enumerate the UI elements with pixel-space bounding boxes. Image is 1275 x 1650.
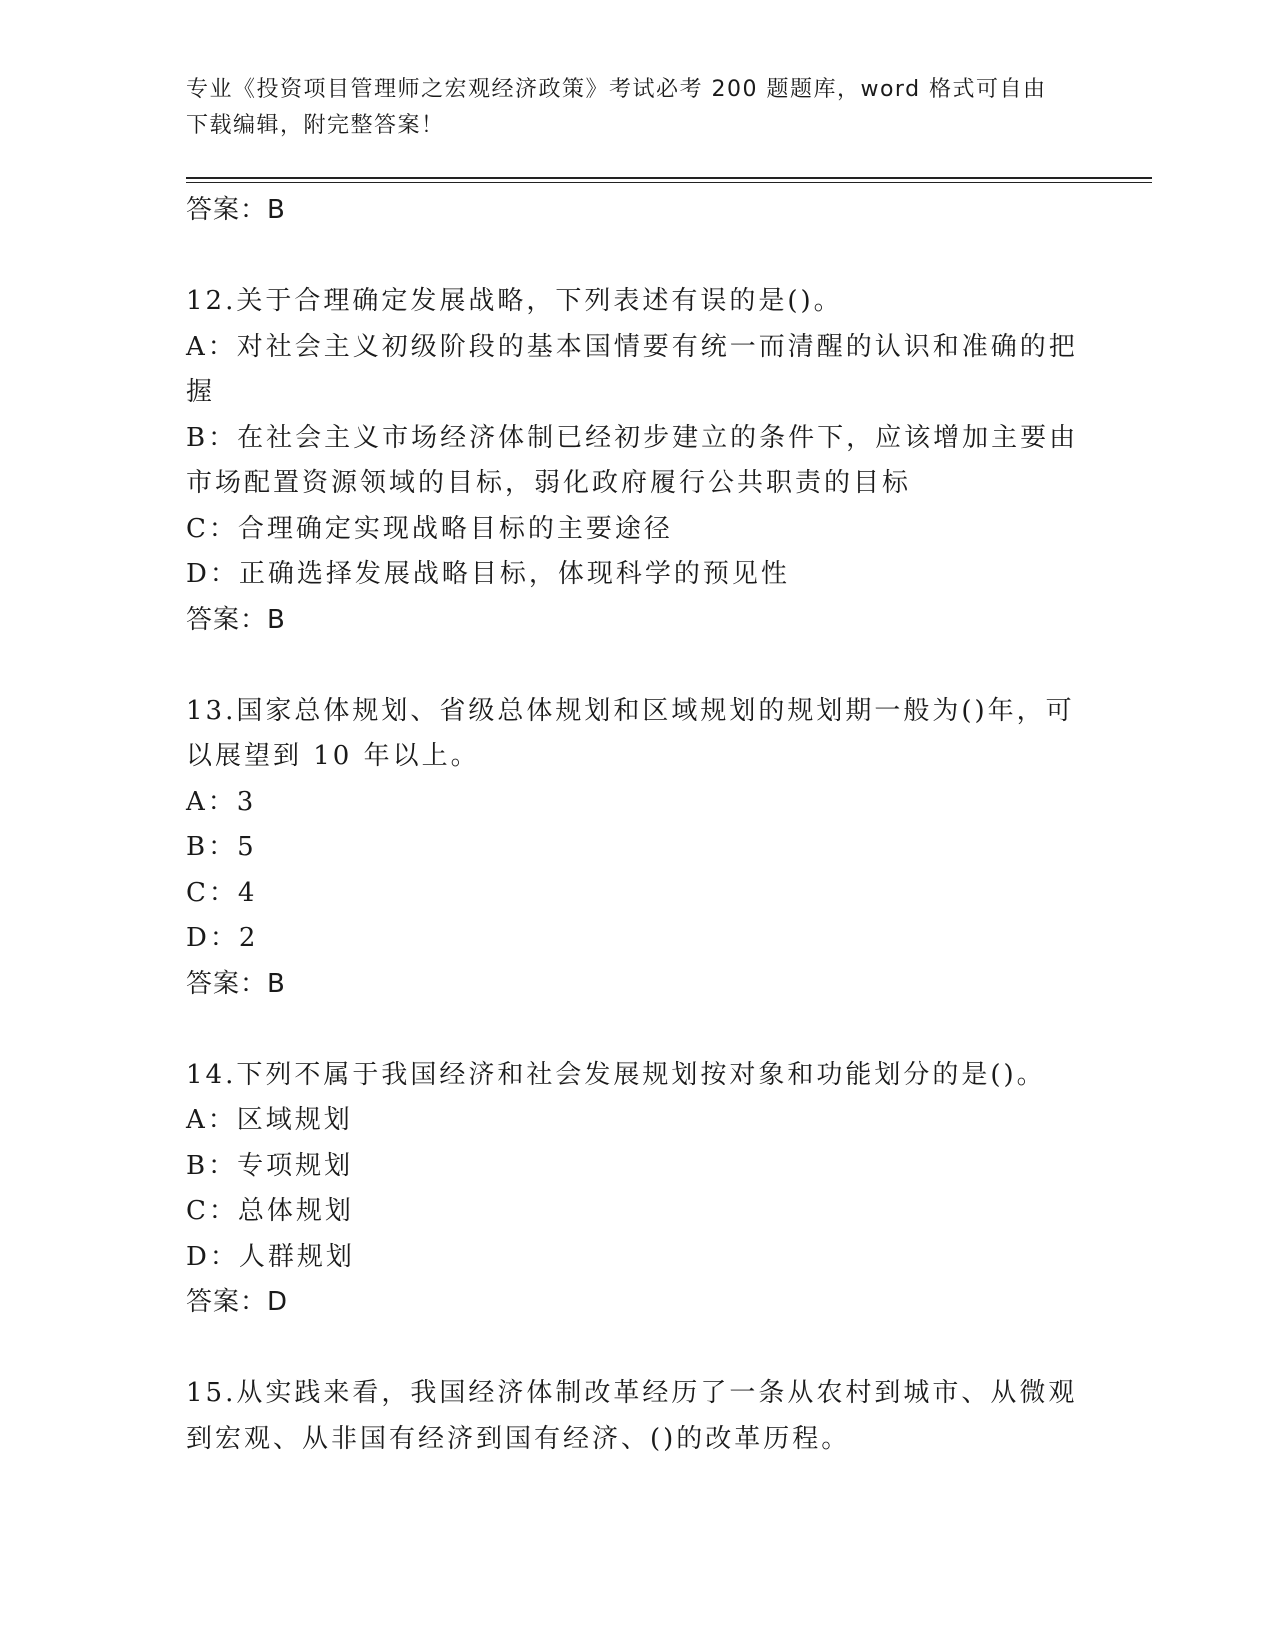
answer-line: 答案：B (186, 195, 286, 225)
option-c: C：合理确定实现战略目标的主要途径 (186, 513, 673, 544)
option-d: D：2 (186, 923, 259, 953)
question-stem: 13.国家总体规划、省级总体规划和区域规划的规划期一般为()年，可 (186, 695, 1075, 726)
question-stem: 14.下列不属于我国经济和社会发展规划按对象和功能划分的是()。 (186, 1059, 1046, 1090)
spacer (186, 1326, 1086, 1372)
option-a-continued: 握 (186, 377, 216, 407)
page-header (186, 72, 1066, 144)
option-b-continued: 市场配置资源领域的目标，弱化政府履行公共职责的目标 (186, 468, 912, 498)
spacer (186, 643, 1086, 689)
answer-line: 答案：B (186, 604, 286, 635)
header-divider-thick (186, 177, 1152, 179)
option-c: C：总体规划 (186, 1196, 354, 1226)
question-content (186, 188, 1086, 1462)
option-b: B：在社会主义市场经济体制已经初步建立的条件下，应该增加主要由 (186, 422, 1079, 453)
option-a: A：对社会主义初级阶段的基本国情要有统一而清醒的认识和准确的把 (186, 331, 1078, 362)
spacer (186, 1007, 1086, 1053)
answer-line: 答案：B (186, 968, 286, 999)
question-stem: 12.关于合理确定发展战略，下列表述有误的是()。 (186, 286, 843, 316)
spacer (186, 234, 1086, 280)
option-a: A：区域规划 (186, 1105, 353, 1135)
question-12 (186, 279, 1086, 643)
option-b: B：5 (186, 832, 257, 862)
question-stem-continued: 以展望到 10 年以上。 (186, 741, 480, 771)
question-14 (186, 1053, 1086, 1326)
question-stem-continued: 到宏观、从非国有经济到国有经济、()的改革历程。 (186, 1423, 851, 1454)
option-a: A：3 (186, 786, 257, 817)
question-15 (186, 1371, 1086, 1462)
option-c: C：4 (186, 877, 258, 908)
option-d: D：正确选择发展战略目标，体现科学的预见性 (186, 559, 790, 589)
answer-line: 答案：D (186, 1287, 289, 1317)
option-d: D：人群规划 (186, 1241, 355, 1272)
header-line-2: 下载编辑，附完整答案！ (186, 113, 445, 138)
question-13 (186, 689, 1086, 1008)
header-divider-thin (186, 182, 1152, 183)
header-line-1: 专业《投资项目管理师之宏观经济政策》考试必考 200 题题库，word 格式可自由 (186, 77, 1047, 102)
option-b: B：专项规划 (186, 1150, 354, 1181)
question-stem: 15.从实践来看，我国经济体制改革经历了一条从农村到城市、从微观 (186, 1378, 1078, 1408)
